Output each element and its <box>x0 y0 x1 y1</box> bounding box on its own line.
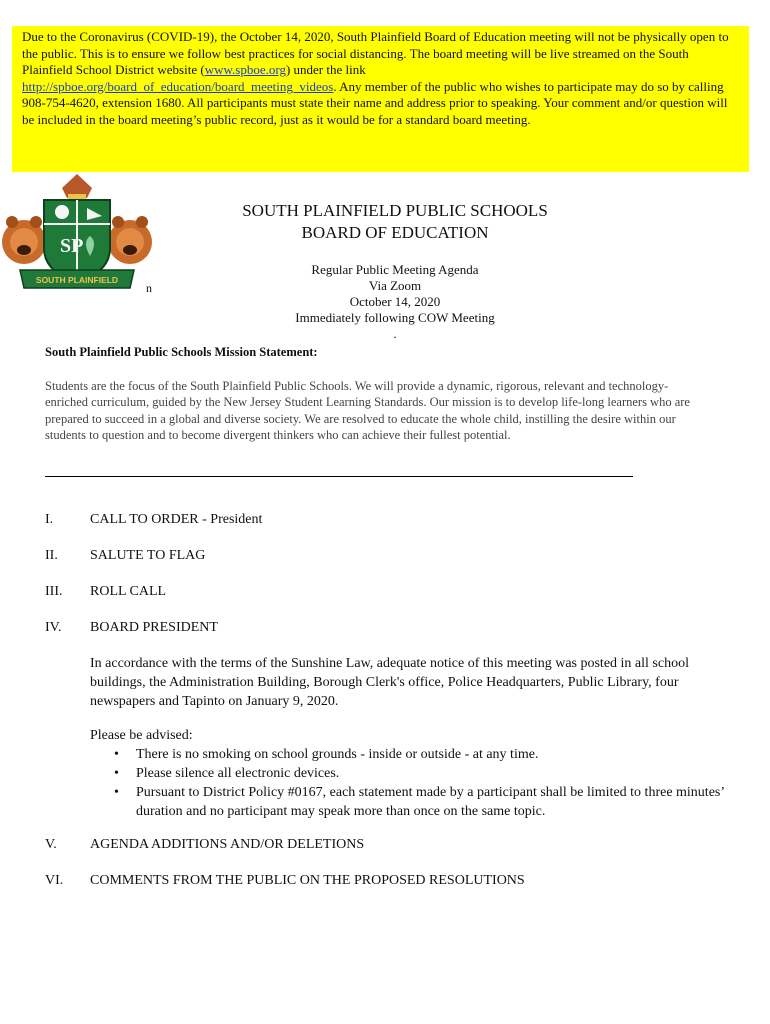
sunshine-law-notice: In accordance with the terms of the Sunshine Law, adequate notice of this meeting was posted in all school buildings, the Administration Building, Borough Clerk's office, Police Headquarters, Public Library, four newspapers and Tapinto on January 9, 2020. <box>90 656 689 709</box>
agenda-number: V. <box>45 837 57 852</box>
bullet-icon: • <box>114 766 119 781</box>
title-line-1: SOUTH PLAINFIELD PUBLIC SCHOOLS <box>242 201 548 220</box>
agenda-number: IV. <box>45 620 62 635</box>
list-item: • Please silence all electronic devices. <box>114 766 340 781</box>
section-divider <box>45 476 633 477</box>
agenda-title: CALL TO ORDER - President <box>90 512 263 527</box>
agenda-number: III. <box>45 584 63 599</box>
notice-text-1: Due to the Coronavirus (COVID-19), the October 14, 2020, South Plainfield Board of Education meeting will not be physically open to the public. This is to ensure we follow best practices for social distancing. The board meeting will be live streamed on the South Plainfield School District website ( <box>22 29 729 77</box>
meeting-venue: Via Zoom <box>368 278 422 293</box>
meeting-info <box>150 262 640 342</box>
mission-heading: South Plainfield Public Schools Mission Statement: <box>45 345 318 359</box>
list-item: • Pursuant to District Policy #0167, each statement made by a participant shall be limited to three minutes’ duration and no participant may speak more than once on the same topic. <box>114 785 724 819</box>
covid-notice <box>12 26 749 172</box>
advisory-intro: Please be advised: <box>90 728 193 743</box>
meeting-period: . <box>393 326 397 341</box>
agenda-title: BOARD PRESIDENT <box>90 620 218 635</box>
agenda-number: I. <box>45 512 54 527</box>
advisory-list <box>90 745 730 821</box>
stray-character: n <box>146 281 152 295</box>
bullet-icon: • <box>114 785 119 800</box>
district-logo-icon <box>2 170 152 295</box>
svg-text:SOUTH PLAINFIELD: SOUTH PLAINFIELD <box>35 275 119 285</box>
board-videos-link[interactable]: http://spboe.org/board_of_education/board_meeting_videos <box>22 78 334 94</box>
notice-text-3: . Any member of the public who wishes to participate may do so by calling 908-754-4620, extension 1680. All participants must state their name and address prior to speaking. Your comment and/or question will be included in the board meeting’s public record, just as it would be for a standard board meeting. <box>22 78 728 127</box>
meeting-time: Immediately following COW Meeting <box>295 310 495 325</box>
agenda-title: COMMENTS FROM THE PUBLIC ON THE PROPOSED RESOLUTIONS <box>90 873 525 888</box>
svg-text:SP: SP <box>60 235 84 257</box>
notice-text-2: ) under the link <box>285 62 366 77</box>
bullet-icon: • <box>114 747 119 762</box>
meeting-type: Regular Public Meeting Agenda <box>311 262 479 277</box>
spboe-site-link[interactable]: www.spboe.org <box>204 62 286 77</box>
agenda-number: II. <box>45 548 58 563</box>
agenda-title: SALUTE TO FLAG <box>90 548 206 563</box>
agenda-title: ROLL CALL <box>90 584 167 599</box>
meeting-date: October 14, 2020 <box>349 294 441 309</box>
page-title <box>150 200 640 244</box>
advisory-section <box>90 726 730 821</box>
mission-statement: Students are the focus of the South Plainfield Public Schools. We will provide a dynamic, rigorous, relevant and technology-enriched curriculum, guided by the New Jersey Student Learning Standards. Our mission is to develop life-long learners who are prepared to succeed in a global and diverse society. We are resolved to educate the whole child, instilling the desire within our students to question and to become divergent thinkers who can achieve their fullest potential. <box>45 379 690 442</box>
list-item: • There is no smoking on school grounds - inside or outside - at any time. <box>114 747 539 762</box>
agenda-number: VI. <box>45 873 64 888</box>
agenda-title: AGENDA ADDITIONS AND/OR DELETIONS <box>90 837 365 852</box>
title-line-2: BOARD OF EDUCATION <box>301 223 489 242</box>
